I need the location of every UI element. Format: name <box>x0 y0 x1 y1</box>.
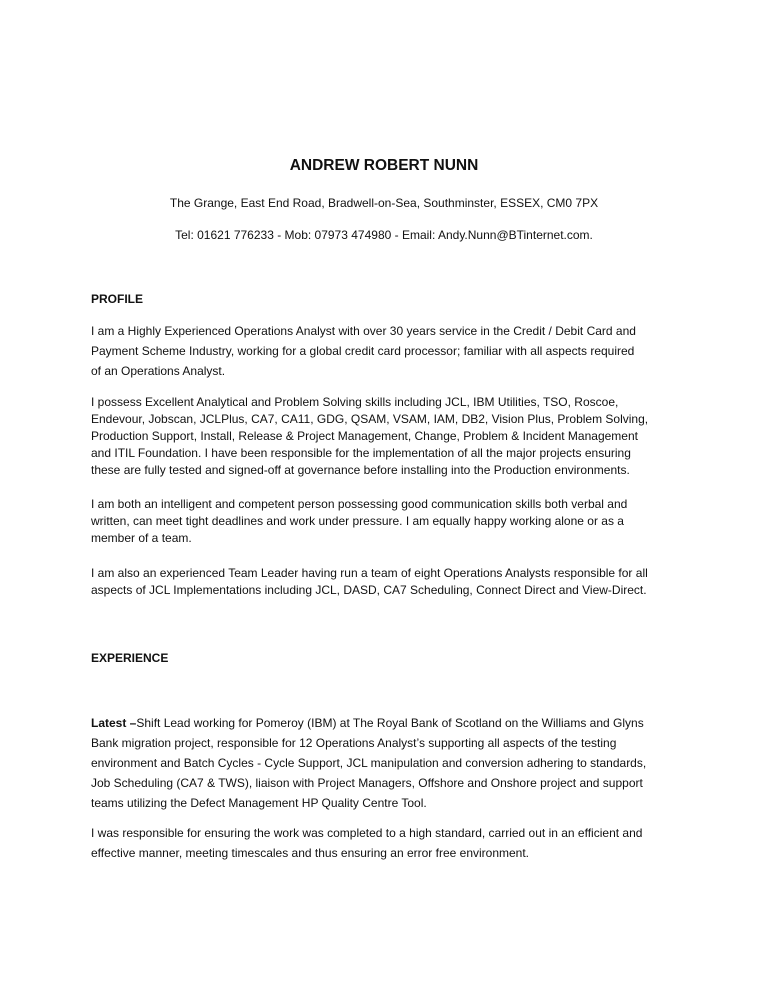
profile-paragraph-1: I am a Highly Experienced Operations Analyst with over 30 years service in the Credit / Debit Card and Payment Scheme Industry, working for a global credit card processor; familiar with all aspects required of an Operations Analyst. <box>91 324 636 378</box>
candidate-name: ANDREW ROBERT NUNN <box>289 157 479 174</box>
profile-paragraph-3: I am both an intelligent and competent person possessing good communication skills both verbal and written, can meet tight deadlines and work under pressure. I am equally happy working alone or as a member of a team. <box>91 497 628 545</box>
profile-paragraph-2: I possess Excellent Analytical and Problem Solving skills including JCL, IBM Utilities, TSO, Roscoe, Endevour, Jobscan, JCLPlus, CA7, CA11, GDG, QSAM, VSAM, IAM, DB2, Vision Plus, Problem Solving, Production Support, Install, Release & Project Management, Change, Problem & Incident Management and ITIL Foundation. I have been responsible for the implementation of all the major projects ensuring these are fully tested and signed-off at governance before installing into the Production environments. <box>91 395 649 477</box>
profile-heading: PROFILE <box>91 292 144 306</box>
profile-paragraph-4: I am also an experienced Team Leader having run a team of eight Operations Analysts responsible for all aspects of JCL Implementations including JCL, DASD, CA7 Scheduling, Connect Direct and View-Direct. <box>91 566 648 597</box>
address-line: The Grange, East End Road, Bradwell-on-Sea, Southminster, ESSEX, CM0 7PX <box>169 196 599 210</box>
contact-line: Tel: 01621 776233 - Mob: 07973 474980 - Email: Andy.Nunn@BTinternet.com. <box>175 228 593 242</box>
experience-latest-paragraph <box>91 713 681 813</box>
experience-heading: EXPERIENCE <box>91 651 169 665</box>
experience-paragraph-2: I was responsible for ensuring the work was completed to a high standard, carried out in an efficient and effective manner, meeting timescales and thus ensuring an error free environment. <box>91 826 643 860</box>
latest-label: Latest – <box>91 716 137 730</box>
latest-text: Shift Lead working for Pomeroy (IBM) at The Royal Bank of Scotland on the Williams and Glyns Bank migration project, responsible for 12 Operations Analyst’s supporting all aspects of the testing environment and Batch Cycles - Cycle Support, JCL manipulation and conversion adhering to standards, Job Scheduling (CA7 & TWS), liaison with Project Managers, Offshore and Onshore project and support teams utilizing the Defect Management HP Quality Centre Tool. <box>91 716 647 810</box>
